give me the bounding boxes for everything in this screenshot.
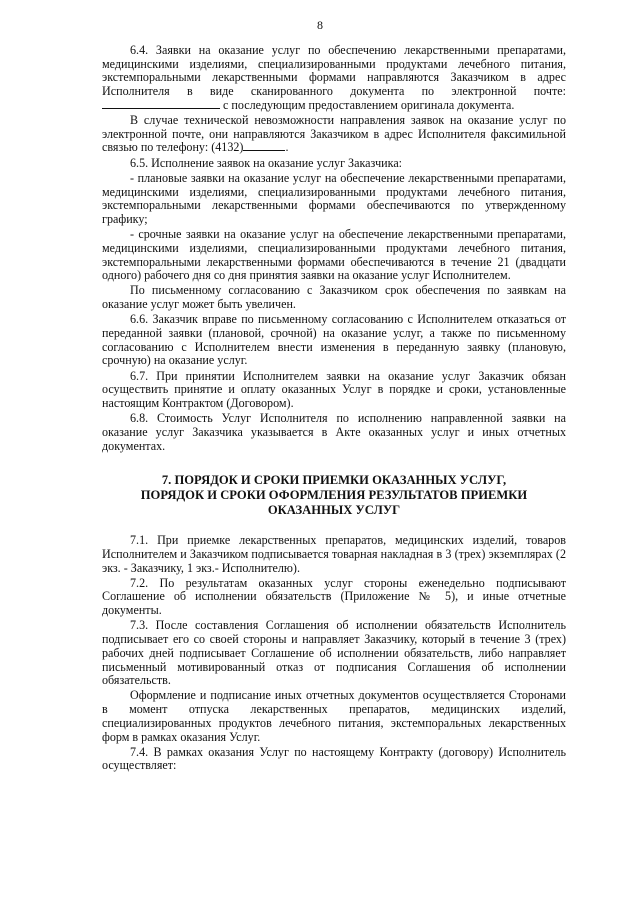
paragraph-7-2: 7.2. По результатам оказанных услуг стороны еженедельно подписывают Соглашение об исполнении обязательств (Приложение № 5), и иные отчетные документы.	[102, 575, 566, 618]
paragraph-6-5-urgent: - срочные заявки на оказание услуг на обеспечение лекарственными препаратами, медицинскими изделиями, специализированными продуктами лечебного питания, экстемпоральными лекарственными формами обеспечиваются в течение 21 (двадцати одного) рабочего дня со дня принятия заявки на оказание услуг Исполнителем.	[102, 227, 566, 283]
paragraph-6-4-fax: В случае технической невозможности направления заявок на оказание услуг по электронной почте, они направляются Заказчиком в адрес Исполнителя факсимильной связью по телефону: (4132) .	[102, 113, 566, 155]
document-body	[102, 44, 566, 775]
paragraph-7-1: 7.1. При приемке лекарственных препаратов, медицинских изделий, товаров Исполнителем и Заказчиком подписывается товарная накладная в 3 (трех) экземплярах (2 экз. - Заказчику, 1 экз.- Исполнителю).	[102, 533, 566, 575]
paragraph-6-7: 6.7. При принятии Исполнителем заявки на оказание услуг Заказчик обязан осуществить принятие и оплату оказанных Услуг в порядке и сроки, установленные настоящим Контрактом (Договором).	[102, 368, 566, 411]
email-blank-line	[102, 99, 220, 109]
paragraph-7-3: 7.3. После составления Соглашения об исполнении обязательств Исполнитель подписывает его со своей стороны и направляет Заказчику, который в течение 3 (трех) рабочих дней подписывает Соглашение об исполнении обязательств, либо направляет письменный мотивированный отказ от подписания Соглашения об исполнении обязательств.	[102, 618, 566, 688]
paragraph-6-5-planned: - плановые заявки на оказание услуг на обеспечение лекарственными препаратами, медицинскими изделиями, специализированными продуктами лечебного питания, экстемпоральными лекарственными формами обеспечиваются по утвержденному графику;	[102, 170, 566, 226]
paragraph-6-4: 6.4. Заявки на оказание услуг по обеспечению лекарственными препаратами, медицинскими изделиями, специализированными продуктами лечебного питания, экстемпоральными лекарственными формами направляются Заказчиком в адрес Исполнителя в виде сканированного документа по электронной почте: с последующим предоставлением оригинала документа.	[102, 43, 566, 112]
paragraph-6-8: 6.8. Стоимость Услуг Исполнителя по исполнению направленной заявки на оказание услуг Заказчика указывается в Акте оказанных услуг и иных отчетных документах.	[102, 411, 566, 453]
paragraph-7-3-other-docs: Оформление и подписание иных отчетных документов осуществляется Сторонами в момент отпуска лекарственных препаратов, медицинских изделий, специализированных продуктов лечебного питания, экстемпоральных лекарственных форм в рамках оказания Услуг.	[102, 688, 566, 744]
phone-blank-line	[243, 141, 285, 151]
section-7-heading: 7. ПОРЯДОК И СРОКИ ПРИЕМКИ ОКАЗАННЫХ УСЛУГ, ПОРЯДОК И СРОКИ ОФОРМЛЕНИЯ РЕЗУЛЬТАТОВ ПРИЕМКИ ОКАЗАННЫХ УСЛУГ	[140, 473, 528, 517]
paragraph-6-6: 6.6. Заказчик вправе по письменному согласованию с Исполнителем отказаться от переданной заявки (плановой, срочной) на оказание услуг, а также по письменному согласованию с Исполнителем внести изменения в переданную заявку (плановую, срочную) на оказание услуг.	[102, 312, 566, 368]
paragraph-6-5-extension: По письменному согласованию с Заказчиком срок обеспечения по заявкам на оказание услуг может быть увеличен.	[102, 283, 566, 312]
paragraph-7-4: 7.4. В рамках оказания Услуг по настоящему Контракту (договору) Исполнитель осуществляет:	[102, 744, 566, 773]
page-number: 8	[317, 18, 323, 32]
paragraph-6-5: 6.5. Исполнение заявок на оказание услуг Заказчика:	[130, 155, 403, 170]
